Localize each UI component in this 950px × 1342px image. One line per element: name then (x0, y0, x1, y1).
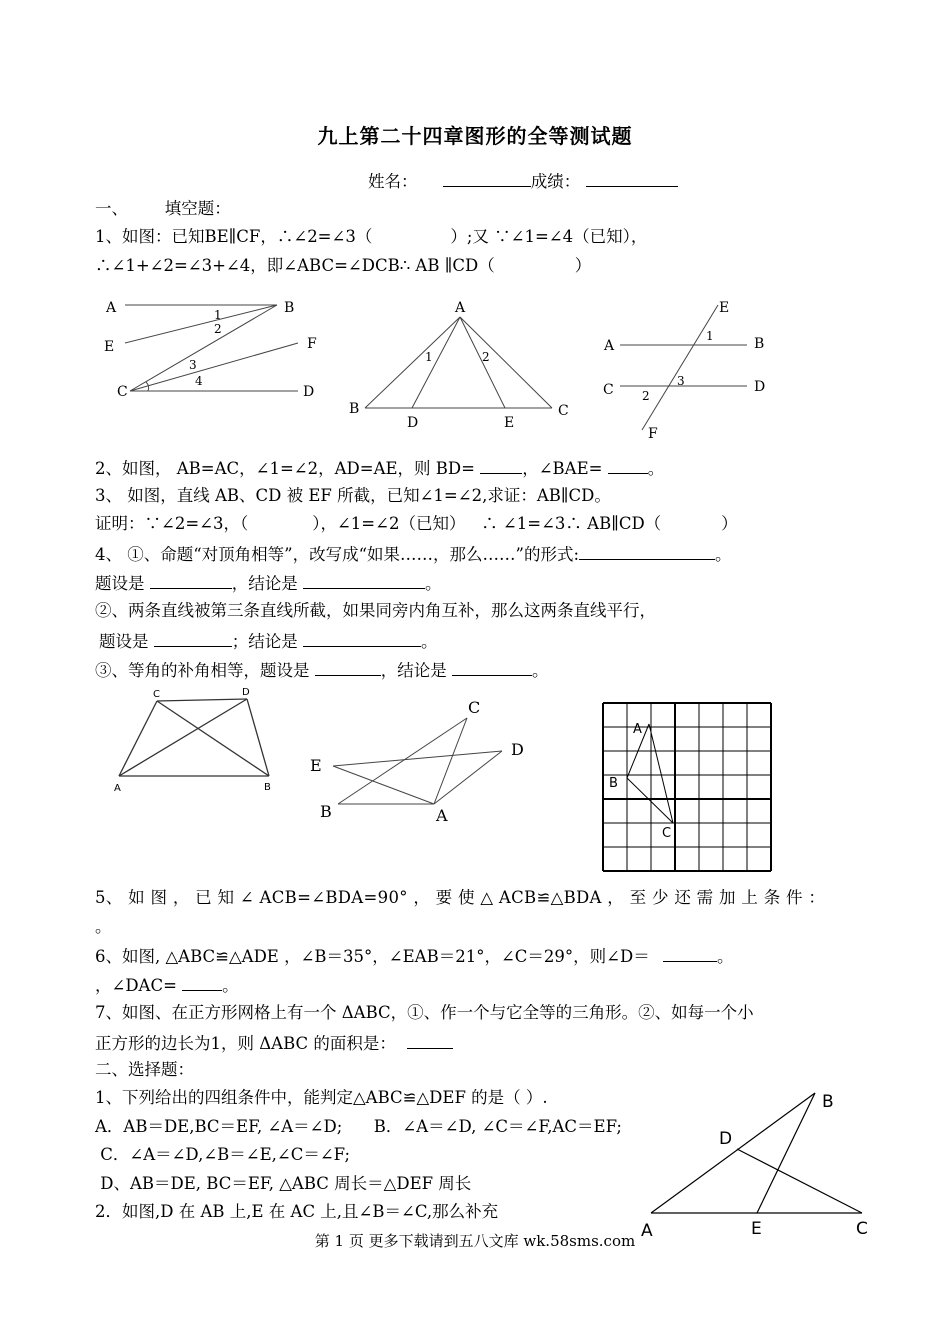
line-be (757, 1093, 815, 1213)
q1-text-d: ） (574, 256, 592, 275)
label-a: A (455, 300, 466, 316)
label-c: C (603, 382, 614, 398)
q4-conclusion-label: ，结论是 (231, 574, 298, 593)
score-blank[interactable] (586, 168, 678, 187)
q4-3-end: 。 (532, 661, 549, 680)
q4-3-blank-conclusion[interactable] (452, 657, 532, 676)
figure-5-triangles (305, 693, 535, 828)
angle-1-label: 1 (425, 350, 433, 364)
section-choice: 二、选择题： (95, 1060, 194, 1079)
q4-text-b: 。 (715, 545, 732, 564)
q7-line2 (95, 1030, 453, 1056)
label-b: B (822, 1092, 834, 1112)
q4-part2-line2 (99, 628, 438, 654)
figure-6-grid (603, 703, 778, 873)
figure-7-triangle (640, 1085, 880, 1245)
label-a: A (436, 806, 448, 825)
angle-1-label: 1 (706, 329, 714, 343)
q2-blank-bae[interactable] (608, 455, 648, 474)
label-d: D (303, 384, 315, 400)
label-a: A (633, 722, 642, 737)
line-ed (333, 751, 502, 766)
figure-2-isosceles-triangle (345, 297, 575, 432)
q1-text-b: ）;又 ∵∠1=∠4（已知）， (450, 227, 648, 246)
label-c: C (662, 826, 672, 841)
q7-blank-area[interactable] (407, 1030, 453, 1049)
line-ad (412, 317, 460, 408)
q4-blank-premise[interactable] (150, 570, 232, 589)
grid-lines (603, 703, 771, 871)
c1-line: 1、下列给出的四组条件中，能判定△ABC≌△DEF 的是（ ）. (95, 1088, 548, 1107)
score-label: 成绩： (530, 172, 581, 191)
line-cf (130, 343, 298, 391)
angle-1-label: 1 (214, 308, 222, 322)
line-be (125, 305, 277, 343)
angle-3-label: 3 (677, 374, 685, 388)
label-a: A (641, 1221, 653, 1241)
c2-line: 2．如图,D 在 AB 上,E 在 AC 上,且∠B＝∠C,那么补充 (95, 1202, 499, 1221)
angle-2-label: 2 (214, 322, 222, 336)
page-footer: 第 1 页 更多下载请到五八文库 wk.58sms.com (314, 1232, 636, 1250)
q4-2-end: 。 (421, 632, 438, 651)
page-title: 九上第二十四章图形的全等测试题 (317, 124, 633, 148)
q4-line1 (95, 541, 732, 567)
line-ab (651, 1093, 815, 1213)
q2-text-c: 。 (647, 459, 665, 478)
label-d: D (407, 415, 419, 431)
label-a: A (114, 783, 121, 794)
proof-text-b: ），∠1=∠2（已知） ∴ ∠1=∠3∴ AB∥CD（ (312, 514, 662, 533)
label-b: B (264, 782, 271, 793)
label-b: B (349, 401, 360, 417)
line-ef (642, 305, 718, 430)
line-ac (460, 317, 552, 408)
line-ab (365, 317, 460, 408)
label-c: C (153, 689, 160, 700)
q6-blank-dac[interactable] (182, 972, 222, 991)
q4-blank-conclusion[interactable] (303, 570, 425, 589)
c1-option-ab: A．AB＝DE,BC＝EF, ∠A＝∠D; B．∠A＝∠D, ∠C＝∠F,AC＝EF; (95, 1117, 622, 1136)
figure-1-parallel-lines (100, 295, 330, 405)
label-c: C (468, 698, 481, 717)
name-label: 姓名： (368, 172, 418, 191)
q6-text-d: 。 (222, 976, 239, 995)
label-a: A (106, 300, 117, 316)
proof-text-a: 证明：∵∠2=∠3，（ (95, 514, 249, 533)
q4-premise-label: 题设是 (95, 574, 145, 593)
q4-part2: ②、两条直线被第三条直线所截，如果同旁内角互补，那么这两条直线平行， (95, 601, 656, 620)
proof-line (95, 512, 738, 536)
label-a: A (604, 338, 615, 354)
q4-2-blank-conclusion[interactable] (303, 628, 421, 647)
q4-part3 (95, 657, 549, 683)
proof-text-c: ） (721, 514, 738, 533)
label-b: B (754, 336, 765, 352)
label-c: C (558, 403, 569, 419)
q4-2-premise-label: 题设是 (99, 632, 149, 651)
q2-text-a: 2、如图， AB=AC，∠1=∠2，AD=AE，则 BD= (95, 459, 475, 478)
q3-line: 3、 如图，直线 AB、CD 被 EF 所截，已知∠1=∠2,求证：AB∥CD。 (95, 486, 611, 505)
c1-option-d: D、AB＝DE, BC＝EF, △ABC 周长＝△DEF 周长 (95, 1174, 472, 1193)
q6-text-c: ，∠DAC= (95, 976, 177, 995)
label-e: E (104, 339, 115, 355)
line-bc (627, 778, 673, 823)
label-b: B (320, 802, 332, 821)
q6-blank-d[interactable] (663, 943, 717, 962)
line-ea (333, 766, 434, 804)
q4-2-conclusion-label: ；结论是 (231, 632, 298, 651)
q4-line2 (95, 570, 442, 596)
figure-3-transversal (600, 297, 780, 442)
q1-line2 (95, 254, 591, 278)
q4-3-conclusion-label: ，结论是 (380, 661, 447, 680)
figure-4-quadrilateral (110, 684, 280, 799)
line-cd (157, 699, 247, 701)
q6-line2 (95, 972, 239, 998)
line-dc (737, 1149, 862, 1213)
line-bc (338, 718, 467, 804)
angle-3-label: 3 (189, 358, 197, 372)
name-blank[interactable] (443, 168, 531, 187)
q5-line2: 。 (95, 917, 112, 936)
label-b: B (609, 776, 618, 791)
label-d: D (242, 687, 250, 698)
q4-3-premise-label: ③、等角的补角相等，题设是 (95, 661, 310, 680)
q2-line (95, 455, 664, 481)
header-line (368, 168, 678, 194)
label-c: C (856, 1219, 868, 1239)
q4-blank-form[interactable] (579, 541, 715, 560)
q6-text-b: 。 (716, 947, 734, 966)
label-c: C (117, 384, 128, 400)
q1-text-a: 1、如图：已知BE∥CF，∴∠2=∠3（ (95, 227, 373, 246)
q2-text-b: ，∠BAE= (522, 459, 603, 478)
angle-4-label: 4 (195, 374, 203, 388)
section-fill-in: 一、 填空题： (95, 199, 231, 218)
label-d: D (754, 379, 766, 395)
label-b: B (284, 300, 295, 316)
q1-line1 (95, 225, 647, 249)
q7-line1: 7、如图、在正方形网格上有一个 ΔABC，①、作一个与它全等的三角形。②、如每一个小 (95, 1003, 754, 1022)
line-bc (130, 305, 277, 391)
q5-line: 5、 如 图 ， 已 知 ∠ ACB=∠BDA=90° ， 要 使 △ ACB≌△BDA ， 至 少 还 需 加 上 条 件 ： (95, 888, 826, 907)
angle-2-label: 2 (642, 389, 650, 403)
q4-text-a: 4、 ①、命题“对顶角相等”，改写成“如果……，那么……”的形式: (95, 545, 580, 564)
line-ac (649, 724, 673, 823)
q2-blank-bd[interactable] (480, 455, 522, 474)
label-e: E (751, 1219, 762, 1239)
label-d: D (719, 1129, 733, 1149)
q4-3-blank-premise[interactable] (315, 657, 381, 676)
angle-2-label: 2 (482, 350, 490, 364)
q7-text: 正方形的边长为1，则 ΔABC 的面积是： (95, 1034, 396, 1053)
line-bc (157, 701, 269, 776)
label-e: E (310, 756, 322, 775)
label-e: E (719, 300, 730, 316)
label-e: E (504, 415, 515, 431)
c1-option-c: C．∠A＝∠D,∠B＝∠E,∠C＝∠F; (95, 1145, 351, 1164)
q1-text-c: ∴∠1+∠2=∠3+∠4，即∠ABC=∠DCB∴ AB ∥CD（ (95, 256, 495, 275)
q6-line (95, 943, 733, 969)
label-f: F (648, 426, 658, 442)
q4-end: 。 (425, 574, 442, 593)
label-d: D (511, 740, 524, 759)
line-bd (247, 699, 269, 776)
q4-2-blank-premise[interactable] (154, 628, 232, 647)
label-f: F (307, 336, 317, 352)
q6-text-a: 6、如图, △ABC≌△ADE ，∠B＝35°，∠EAB＝21°，∠C＝29°，则∠D＝ (95, 947, 650, 966)
